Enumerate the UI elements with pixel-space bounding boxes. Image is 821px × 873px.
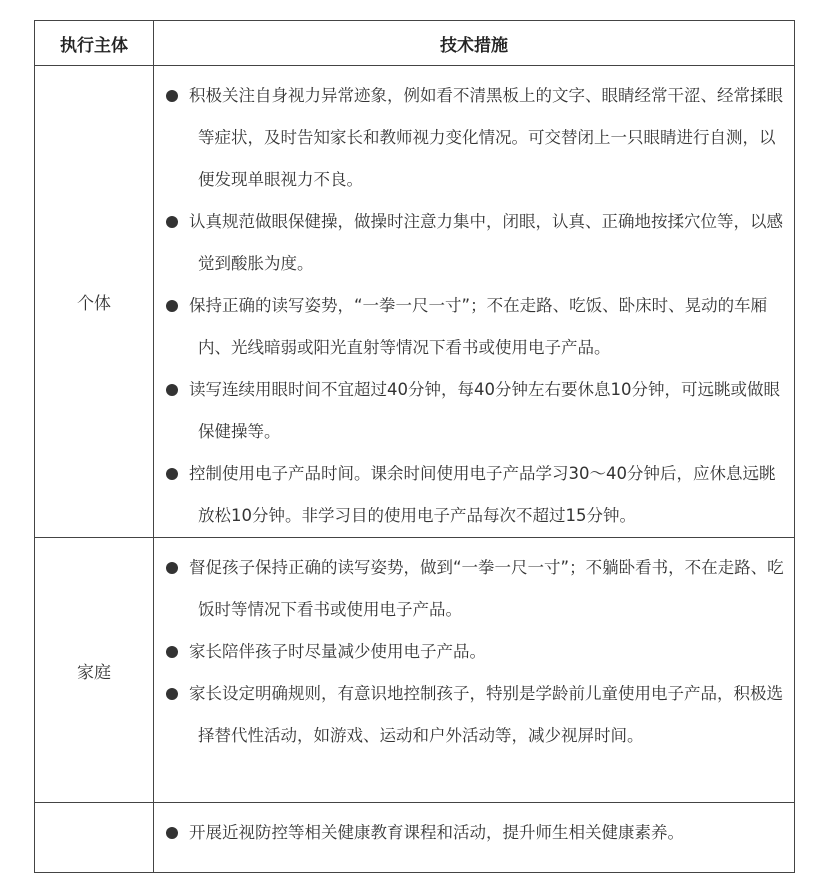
list-item: 家长设定明确规则，有意识地控制孩子，特别是学龄前儿童使用电子产品，积极选择替代性活动，如游戏、运动和户外活动等，减少视屏时间。 <box>154 673 784 757</box>
list-item: 积极关注自身视力异常迹象，例如看不清黑板上的文字、眼睛经常干涩、经常揉眼等症状，及时告知家长和教师视力变化情况。可交替闭上一只眼睛进行自测，以便发现单眼视力不良。 <box>154 75 784 201</box>
list-item: 控制使用电子产品时间。课余时间使用电子产品学习30～40分钟后，应休息远眺放松10分钟。非学习目的使用电子产品每次不超过15分钟。 <box>154 453 784 537</box>
list-item: 家长陪伴孩子时尽量减少使用电子产品。 <box>154 631 784 673</box>
subject-cell: 个体 <box>35 66 154 538</box>
subject-cell: 家庭 <box>35 538 154 803</box>
table-row <box>35 66 795 538</box>
list-item: 保持正确的读写姿势，“一拳一尺一寸”；不在走路、吃饭、卧床时、晃动的车厢内、光线暗弱或阳光直射等情况下看书或使用电子产品。 <box>154 285 784 369</box>
header-subject: 执行主体 <box>35 21 154 66</box>
table-row <box>35 803 795 873</box>
table-row <box>35 538 795 803</box>
measures-table <box>34 20 795 873</box>
subject-cell <box>35 803 154 873</box>
list-item: 认真规范做眼保健操，做操时注意力集中，闭眼，认真、正确地按揉穴位等，以感觉到酸胀为度。 <box>154 201 784 285</box>
measures-cell <box>154 803 795 873</box>
header-measures: 技术措施 <box>154 21 795 66</box>
measures-cell <box>154 66 795 538</box>
measures-cell <box>154 538 795 803</box>
list-item: 开展近视防控等相关健康教育课程和活动，提升师生相关健康素养。 <box>154 812 784 854</box>
header-row <box>35 21 795 66</box>
list-item: 督促孩子保持正确的读写姿势，做到“一拳一尺一寸”；不躺卧看书，不在走路、吃饭时等情况下看书或使用电子产品。 <box>154 547 784 631</box>
list-item: 读写连续用眼时间不宜超过40分钟，每40分钟左右要休息10分钟，可远眺或做眼保健操等。 <box>154 369 784 453</box>
